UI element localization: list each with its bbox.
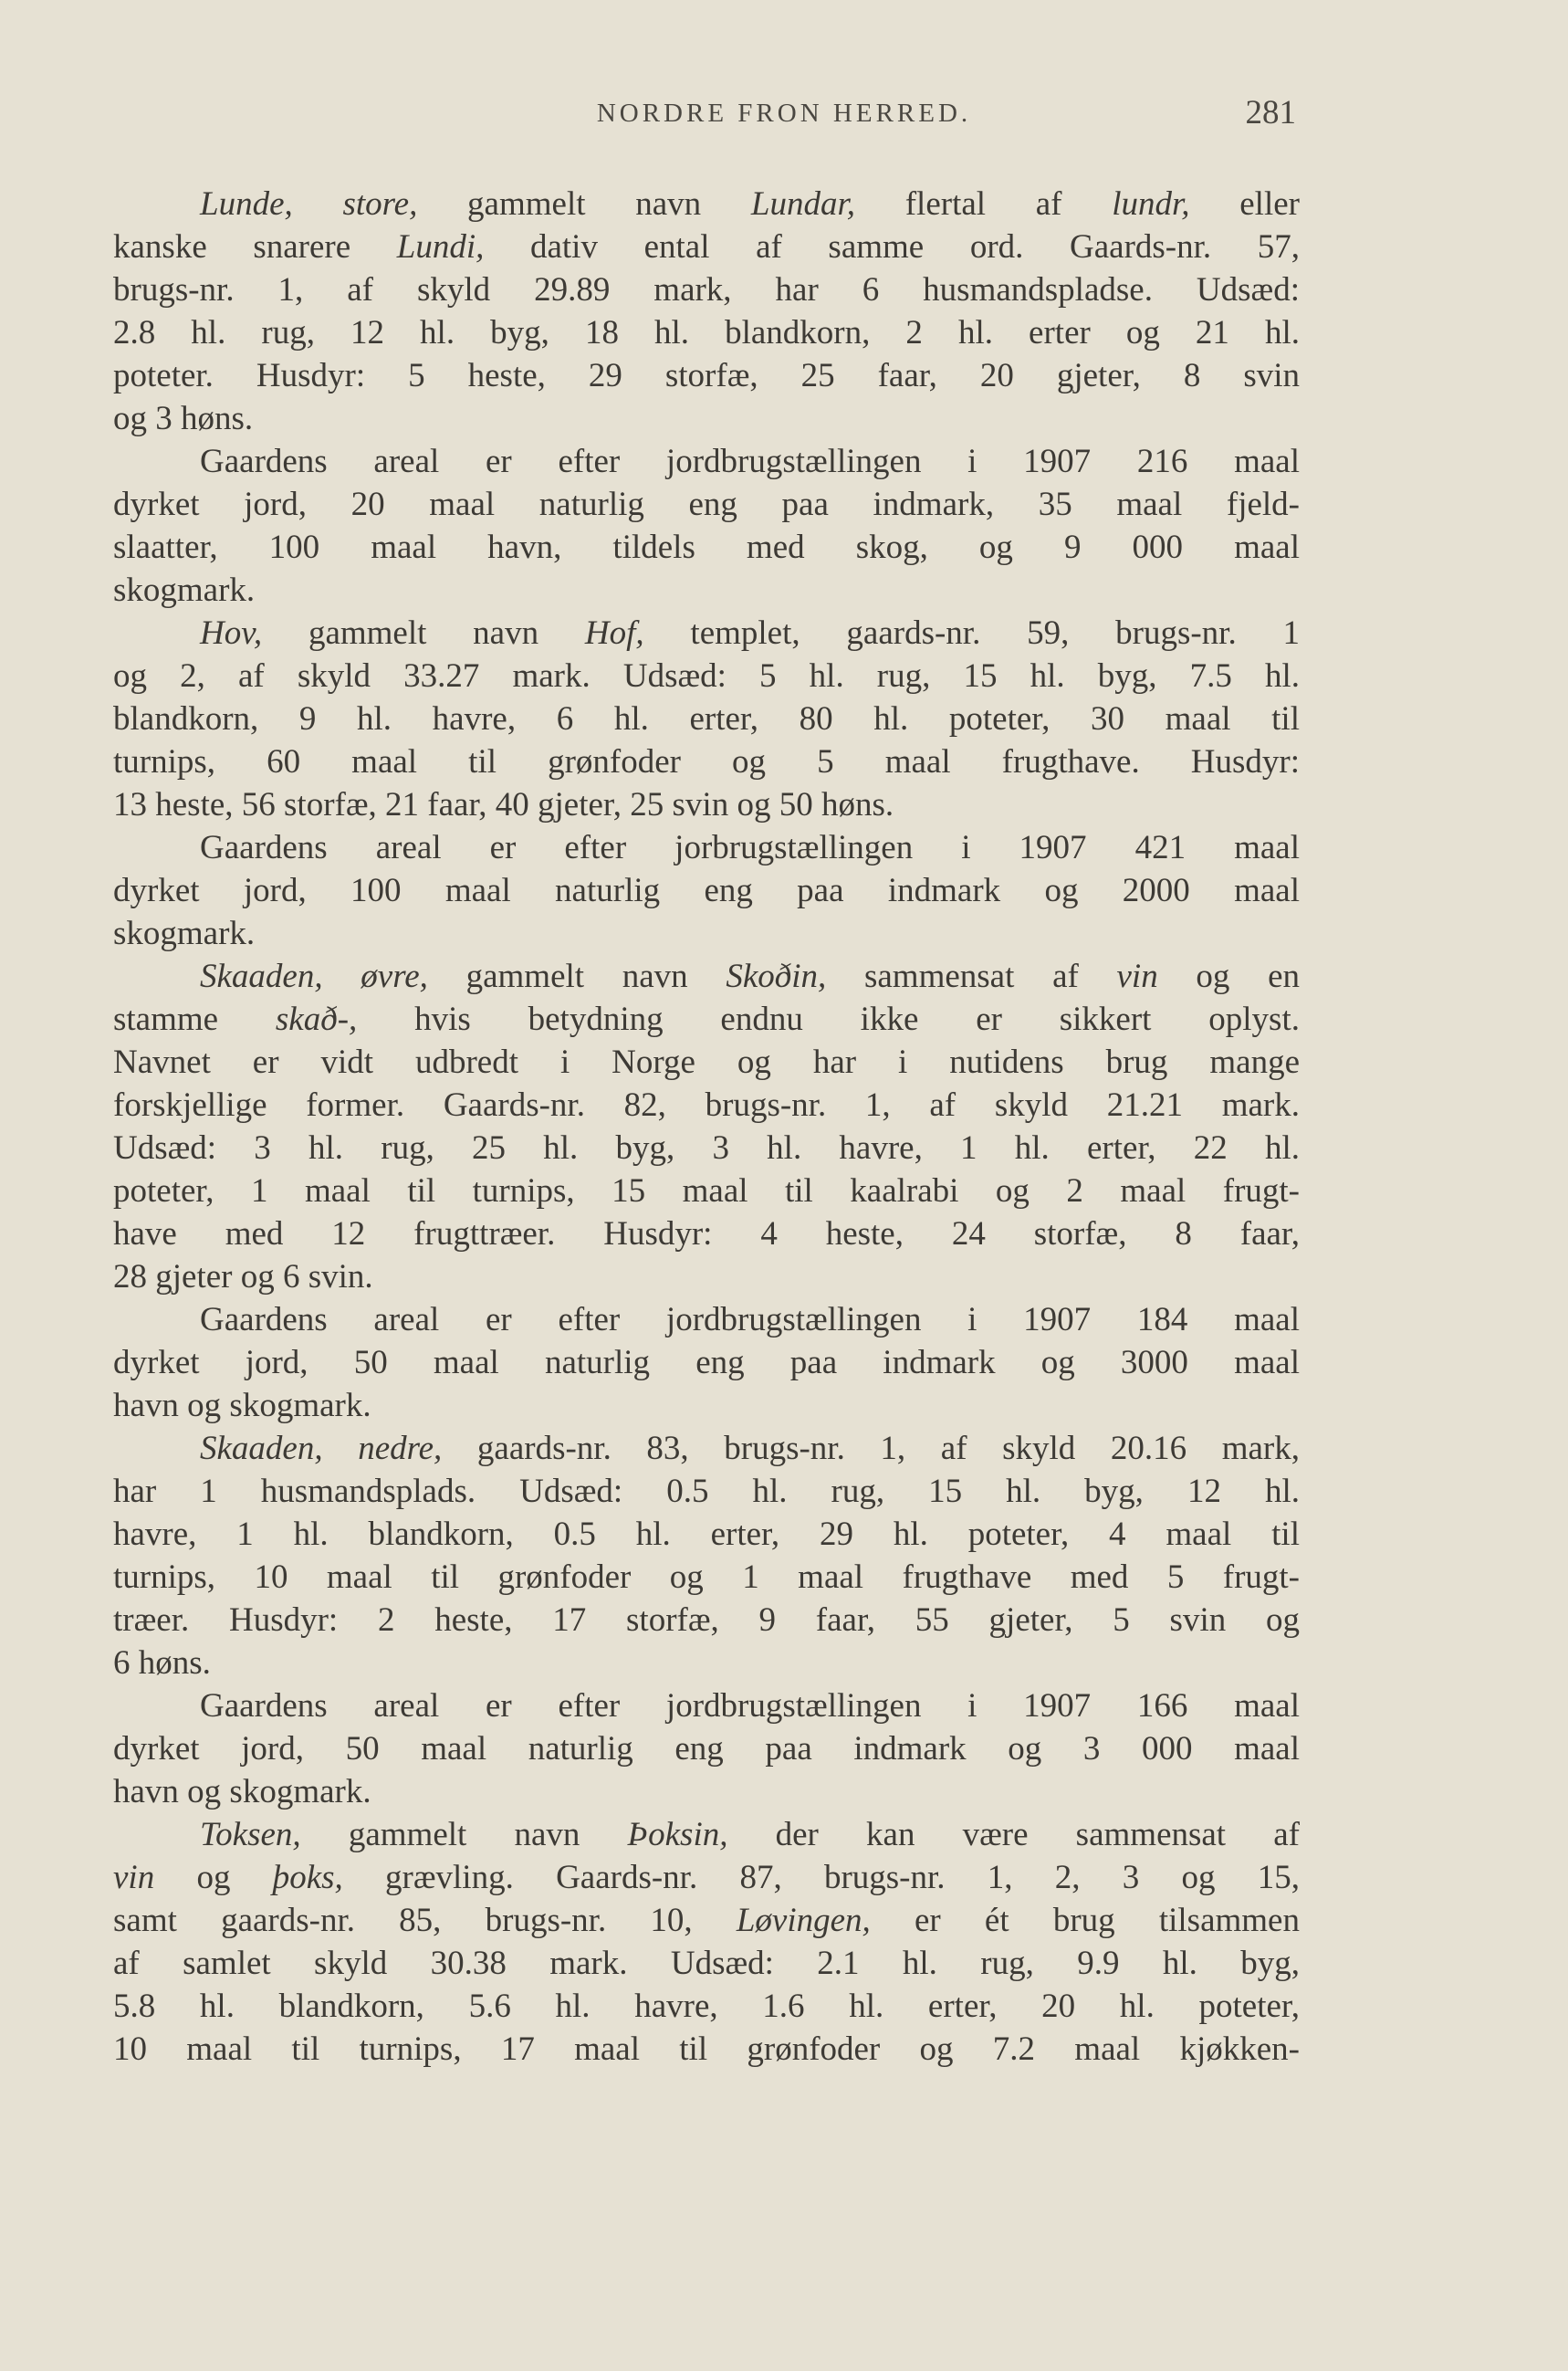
text-run: sammensat af <box>826 958 1117 995</box>
text-line <box>113 1642 1300 1684</box>
text-line <box>113 1942 1300 1985</box>
text-run: og en <box>1157 958 1300 995</box>
italic-name: vin <box>1116 958 1158 995</box>
text-run: og 3 høns. <box>113 400 254 437</box>
text-run: dyrket jord, 50 maal naturlig eng paa indmark og 3 000 maal <box>113 1730 1300 1768</box>
text-line <box>113 268 1300 311</box>
text-line <box>113 612 1300 655</box>
text-line <box>113 1899 1300 1942</box>
text-line <box>113 1470 1300 1513</box>
text-run: forskjellige former. Gaards-nr. 82, brugs-nr. 1, af skyld 21.21 mark. <box>113 1086 1300 1124</box>
italic-name: Skoðin, <box>726 958 827 995</box>
text-line <box>113 1513 1300 1556</box>
text-line <box>113 1041 1300 1084</box>
text-line <box>113 1813 1300 1856</box>
text-line <box>113 998 1300 1041</box>
text-run: skogmark. <box>113 572 256 609</box>
text-run: Udsæd: 3 hl. rug, 25 hl. byg, 3 hl. havre, 1 hl. erter, 22 hl. <box>113 1129 1300 1167</box>
text-run: blandkorn, 9 hl. havre, 6 hl. erter, 80 hl. poteter, 30 maal til <box>113 700 1300 738</box>
text-run: gaards-nr. 83, brugs-nr. 1, af skyld 20.16 mark, <box>442 1430 1300 1467</box>
text-line <box>113 1084 1300 1127</box>
text-run: stamme <box>113 1001 276 1038</box>
text-run: havre, 1 hl. blandkorn, 0.5 hl. erter, 29 hl. poteter, 4 maal til <box>113 1516 1300 1553</box>
text-run: poteter, 1 maal til turnips, 15 maal til kaalrabi og 2 maal frugt- <box>113 1172 1300 1210</box>
text-line <box>113 440 1300 483</box>
text-run: skogmark. <box>113 915 256 952</box>
italic-name: Løvingen, <box>736 1902 871 1939</box>
italic-name: Lundar, <box>750 185 856 223</box>
text-run: træer. Husdyr: 2 heste, 17 storfæ, 9 faar, 55 gjeter, 5 svin og <box>113 1601 1300 1639</box>
text-run: Navnet er vidt udbredt i Norge og har i nutidens brug mange <box>113 1044 1300 1081</box>
italic-name: þoks, <box>272 1859 343 1896</box>
italic-name: Lunde, store, <box>200 185 418 223</box>
text-line <box>113 1170 1300 1212</box>
italic-name: Hov, <box>200 614 263 652</box>
italic-name: Toksen, <box>200 1816 301 1853</box>
text-line <box>113 740 1300 783</box>
text-run: af samlet skyld 30.38 mark. Udsæd: 2.1 hl. rug, 9.9 hl. byg, <box>113 1945 1300 1982</box>
text-run: gammelt navn <box>417 185 751 223</box>
text-line <box>113 1856 1300 1899</box>
text-run: der kan være sammensat af <box>727 1816 1300 1853</box>
text-run: gammelt navn <box>262 614 585 652</box>
text-line <box>113 1684 1300 1727</box>
text-run: 28 gjeter og 6 svin. <box>113 1258 373 1296</box>
text-run: Gaardens areal er efter jordbrugstællingen i 1907 216 maal <box>200 443 1300 480</box>
text-run: dyrket jord, 100 maal naturlig eng paa indmark og 2000 maal <box>113 872 1300 909</box>
running-title: NORDRE FRON HERRED. <box>596 99 972 128</box>
text-line <box>113 1341 1300 1384</box>
text-line <box>113 569 1300 612</box>
text-line <box>113 1985 1300 2028</box>
text-line <box>113 526 1300 569</box>
text-run: gammelt navn <box>300 1816 628 1853</box>
text-run: dyrket jord, 50 maal naturlig eng paa indmark og 3000 maal <box>113 1344 1300 1381</box>
text-line <box>113 826 1300 869</box>
text-line <box>113 1727 1300 1770</box>
text-line <box>113 869 1300 912</box>
text-run: 5.8 hl. blandkorn, 5.6 hl. havre, 1.6 hl. erter, 20 hl. poteter, <box>113 1988 1300 2025</box>
text-line <box>113 226 1300 268</box>
text-run: eller <box>1189 185 1300 223</box>
text-line <box>113 397 1300 440</box>
text-run: gammelt navn <box>427 958 727 995</box>
running-head <box>0 93 1568 139</box>
text-run: samt gaards-nr. 85, brugs-nr. 10, <box>113 1902 737 1939</box>
text-line <box>113 1384 1300 1427</box>
text-run: Gaardens areal er efter jordbrugstællingen i 1907 166 maal <box>200 1687 1300 1725</box>
text-run: Gaardens areal er efter jordbrugstællingen i 1907 184 maal <box>200 1301 1300 1338</box>
italic-name: Skaaden, øvre, <box>200 958 428 995</box>
text-run: templet, gaards-nr. 59, brugs-nr. 1 <box>643 614 1300 652</box>
text-line <box>113 955 1300 998</box>
text-line <box>113 183 1300 226</box>
text-run: havn og skogmark. <box>113 1773 371 1810</box>
italic-name: Lundi, <box>396 228 485 266</box>
text-run: og 2, af skyld 33.27 mark. Udsæd: 5 hl. rug, 15 hl. byg, 7.5 hl. <box>113 657 1300 695</box>
text-run: har 1 husmandsplads. Udsæd: 0.5 hl. rug, 15 hl. byg, 12 hl. <box>113 1473 1300 1510</box>
text-run: dyrket jord, 20 maal naturlig eng paa indmark, 35 maal fjeld- <box>113 486 1300 523</box>
text-run: hvis betydning endnu ikke er sikkert oplyst. <box>357 1001 1300 1038</box>
body-text <box>113 183 1300 2071</box>
text-run: slaatter, 100 maal havn, tildels med skog, og 9 000 maal <box>113 529 1300 566</box>
text-run: er ét brug tilsammen <box>870 1902 1300 1939</box>
text-run: dativ ental af samme ord. Gaards-nr. 57, <box>484 228 1300 266</box>
text-run: Gaardens areal er efter jorbrugstællingen i 1907 421 maal <box>200 829 1300 866</box>
text-line <box>113 311 1300 354</box>
text-run: turnips, 60 maal til grønfoder og 5 maal frugthave. Husdyr: <box>113 743 1300 781</box>
text-line <box>113 1556 1300 1599</box>
italic-name: lundr, <box>1112 185 1190 223</box>
text-run: 6 høns. <box>113 1644 211 1682</box>
text-run: poteter. Husdyr: 5 heste, 29 storfæ, 25 faar, 20 gjeter, 8 svin <box>113 357 1300 394</box>
page-number: 281 <box>1245 94 1296 131</box>
text-line <box>113 1770 1300 1813</box>
italic-name: skað-, <box>275 1001 358 1038</box>
text-line <box>113 354 1300 397</box>
text-run: have med 12 frugttræer. Husdyr: 4 heste, 24 storfæ, 8 faar, <box>113 1215 1300 1253</box>
italic-name: Hof, <box>584 614 644 652</box>
text-line <box>113 783 1300 826</box>
text-run: flertal af <box>855 185 1113 223</box>
text-run: grævling. Gaards-nr. 87, brugs-nr. 1, 2, 3 og 15, <box>342 1859 1300 1896</box>
text-line <box>113 1298 1300 1341</box>
text-run: 2.8 hl. rug, 12 hl. byg, 18 hl. blandkorn, 2 hl. erter og 21 hl. <box>113 314 1300 351</box>
text-line <box>113 698 1300 740</box>
italic-name: vin <box>113 1859 155 1896</box>
text-line <box>113 1599 1300 1642</box>
text-run: turnips, 10 maal til grønfoder og 1 maal frugthave med 5 frugt- <box>113 1558 1300 1596</box>
text-run: 13 heste, 56 storfæ, 21 faar, 40 gjeter, 25 svin og 50 høns. <box>113 786 894 824</box>
text-run: og <box>154 1859 273 1896</box>
text-line <box>113 1127 1300 1170</box>
text-line <box>113 1255 1300 1298</box>
text-run: havn og skogmark. <box>113 1387 371 1424</box>
text-line <box>113 1212 1300 1255</box>
text-line <box>113 2028 1300 2071</box>
text-run: kanske snarere <box>113 228 397 266</box>
text-run: 10 maal til turnips, 17 maal til grønfoder og 7.2 maal kjøkken- <box>113 2030 1300 2068</box>
text-run: brugs-nr. 1, af skyld 29.89 mark, har 6 husmandspladse. Udsæd: <box>113 271 1300 309</box>
italic-name: Skaaden, nedre, <box>200 1430 443 1467</box>
text-line <box>113 655 1300 698</box>
text-line <box>113 483 1300 526</box>
text-line <box>113 912 1300 955</box>
text-line <box>113 1427 1300 1470</box>
italic-name: Þoksin, <box>627 1816 728 1853</box>
